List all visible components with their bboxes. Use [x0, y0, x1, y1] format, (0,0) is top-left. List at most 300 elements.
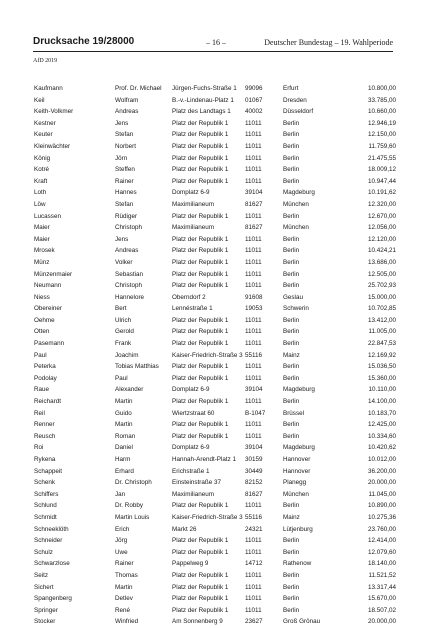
- postal-code-cell: 81627: [245, 490, 263, 498]
- name-cell: Paul: [34, 351, 47, 359]
- table-row: [34, 419, 396, 431]
- name-cell: Pasemann: [34, 340, 65, 348]
- postal-code-cell: 11011: [245, 131, 262, 139]
- name-cell: Schmidt: [34, 513, 57, 521]
- street-cell: Lennéstraße 1: [172, 305, 213, 313]
- postal-code-cell: 01067: [245, 96, 263, 104]
- table-row: [34, 106, 396, 118]
- city-cell: München: [283, 200, 309, 208]
- name-cell: Maier: [34, 224, 50, 232]
- table-row: [34, 164, 396, 176]
- table-row: [34, 396, 396, 408]
- postal-code-cell: 11011: [245, 142, 262, 150]
- name-cell: Keuter: [34, 131, 53, 139]
- street-cell: Jürgen-Fuchs-Straße 1: [172, 85, 237, 92]
- amount-cell: 10.702,85: [367, 305, 396, 313]
- table-row: [34, 547, 396, 559]
- table-row: [34, 431, 396, 443]
- street-cell: Platz der Republik 1: [172, 247, 229, 255]
- name-cell: Kaufmann: [34, 85, 63, 92]
- street-cell: Kaiser-Friedrich-Straße 3: [172, 351, 243, 359]
- city-cell: Berlin: [283, 537, 300, 545]
- page-header: [33, 36, 393, 50]
- table-row: [34, 326, 396, 338]
- street-cell: Pappelweg 9: [172, 560, 209, 568]
- city-cell: Berlin: [283, 258, 300, 266]
- postal-code-cell: 11011: [245, 537, 262, 545]
- postal-code-cell: 11011: [245, 154, 262, 162]
- name-cell: Schlund: [34, 502, 57, 510]
- first-name-cell: Winfried: [115, 618, 139, 626]
- table-row: [34, 512, 396, 524]
- amount-cell: 15.036,50: [367, 363, 396, 371]
- postal-code-cell: 19053: [245, 305, 263, 313]
- street-cell: Domplatz 6-9: [172, 189, 210, 197]
- first-name-cell: Andreas: [115, 247, 139, 255]
- first-name-cell: Harm: [115, 456, 131, 463]
- postal-code-cell: 11011: [245, 119, 262, 127]
- name-cell: Reil: [34, 409, 45, 417]
- street-cell: Platz der Republik 1: [172, 316, 229, 324]
- first-name-cell: Volker: [115, 258, 133, 266]
- postal-code-cell: 11011: [245, 583, 262, 591]
- table-row: [34, 442, 396, 454]
- first-name-cell: Jan: [115, 490, 126, 498]
- street-cell: Platz der Republik 1: [172, 340, 229, 348]
- city-cell: Mainz: [283, 513, 300, 521]
- city-cell: Berlin: [283, 131, 300, 139]
- postal-code-cell: 11011: [245, 548, 262, 556]
- table-row: [34, 384, 396, 396]
- postal-code-cell: 11011: [245, 374, 262, 382]
- city-cell: Berlin: [283, 548, 300, 556]
- name-cell: Niess: [34, 293, 50, 301]
- name-cell: Kotré: [34, 166, 50, 174]
- postal-code-cell: 39104: [245, 444, 263, 452]
- city-cell: Berlin: [283, 119, 300, 127]
- first-name-cell: Prof. Dr. Michael: [115, 85, 162, 92]
- first-name-cell: Guido: [115, 409, 132, 417]
- table-row: [34, 176, 396, 188]
- table-row: [34, 570, 396, 582]
- city-cell: Berlin: [283, 270, 300, 278]
- street-cell: Platz des Landtags 1: [172, 108, 231, 116]
- postal-code-cell: 14712: [245, 560, 263, 568]
- table-row: [34, 524, 396, 536]
- first-name-cell: Erhard: [115, 467, 134, 475]
- street-cell: Platz der Republik 1: [172, 595, 229, 603]
- amount-cell: 10.800,00: [367, 85, 396, 92]
- city-cell: München: [283, 224, 309, 232]
- first-name-cell: Martin: [115, 583, 133, 591]
- street-cell: Oberndorf 2: [172, 293, 206, 301]
- city-cell: Brüssel: [283, 409, 304, 417]
- amount-cell: 10.424,21: [367, 247, 396, 255]
- first-name-cell: Christoph: [115, 224, 142, 232]
- street-cell: B.-v.-Lindenau-Platz 1: [172, 96, 234, 104]
- amount-cell: 13.686,00: [367, 258, 396, 266]
- first-name-cell: Rüdiger: [115, 212, 138, 220]
- city-cell: Planegg: [283, 479, 307, 487]
- city-cell: Geslau: [283, 293, 303, 301]
- first-name-cell: Martin: [115, 398, 133, 406]
- table-row: [34, 350, 396, 362]
- amount-cell: 12.079,60: [367, 548, 396, 556]
- street-cell: Platz der Republik 1: [172, 571, 229, 579]
- postal-code-cell: 91608: [245, 293, 263, 301]
- city-cell: Magdeburg: [283, 386, 315, 394]
- amount-cell: 18.009,12: [367, 166, 396, 174]
- postal-code-cell: 11011: [245, 502, 262, 510]
- first-name-cell: Andreas: [115, 108, 139, 116]
- postal-code-cell: 11011: [245, 595, 262, 603]
- amount-cell: 22.847,53: [367, 340, 396, 348]
- street-cell: Platz der Republik 1: [172, 282, 229, 290]
- amount-cell: 12.425,00: [367, 421, 396, 429]
- table-row: [34, 408, 396, 420]
- city-cell: Erfurt: [283, 85, 299, 92]
- table-row: [34, 257, 396, 269]
- city-cell: Berlin: [283, 421, 300, 429]
- first-name-cell: Norbert: [115, 142, 136, 150]
- name-cell: Münzenmaier: [34, 270, 73, 278]
- amount-cell: 10.334,60: [367, 432, 396, 440]
- table-row: [34, 222, 396, 234]
- city-cell: Düsseldorf: [283, 108, 314, 116]
- amount-cell: 10.110,00: [368, 386, 396, 394]
- name-cell: Renner: [34, 421, 55, 429]
- city-cell: Berlin: [283, 282, 300, 290]
- street-cell: Platz der Republik 1: [172, 421, 229, 429]
- street-cell: Platz der Republik 1: [172, 166, 229, 174]
- street-cell: Platz der Republik 1: [172, 212, 229, 220]
- first-name-cell: Dr. Christoph: [115, 479, 152, 487]
- street-cell: Kaiser-Friedrich-Straße 3: [172, 513, 243, 521]
- first-name-cell: Rainer: [115, 560, 134, 568]
- city-cell: Magdeburg: [283, 444, 315, 452]
- amount-cell: 12.414,00: [367, 537, 396, 545]
- amount-cell: 18.140,00: [367, 560, 396, 568]
- name-cell: Maier: [34, 235, 50, 243]
- table-row: [34, 95, 396, 107]
- name-cell: Stocker: [34, 618, 56, 626]
- city-cell: Berlin: [283, 247, 300, 255]
- amount-cell: 33.785,00: [367, 96, 396, 104]
- postal-code-cell: 11011: [245, 340, 262, 348]
- first-name-cell: Bert: [115, 305, 127, 313]
- table-row: [34, 153, 396, 165]
- street-cell: Platz der Republik 1: [172, 235, 229, 243]
- name-cell: Reusch: [34, 432, 56, 440]
- amount-cell: 15.000,00: [367, 293, 396, 301]
- table-row: [34, 118, 396, 130]
- city-cell: Berlin: [283, 212, 300, 220]
- first-name-cell: Hannes: [115, 189, 137, 197]
- amount-cell: 12.120,00: [367, 235, 396, 243]
- name-cell: Roi: [34, 444, 44, 452]
- name-cell: Spangenberg: [34, 595, 72, 603]
- name-cell: König: [34, 154, 51, 162]
- amount-cell: 13.317,44: [367, 583, 396, 591]
- name-cell: Obereiner: [34, 305, 63, 313]
- first-name-cell: Uwe: [115, 548, 128, 556]
- postal-code-cell: 99096: [245, 85, 263, 92]
- amount-cell: 12.150,00: [367, 131, 396, 139]
- street-cell: Domplatz 6-9: [172, 386, 210, 394]
- first-name-cell: Martin Louis: [115, 513, 150, 521]
- first-name-cell: Tobias Matthias: [115, 363, 159, 371]
- postal-code-cell: 11011: [245, 398, 262, 406]
- document-number: [33, 36, 134, 47]
- table-row: [34, 129, 396, 141]
- postal-code-cell: 11011: [245, 328, 262, 336]
- street-cell: Domplatz 6-9: [172, 444, 210, 452]
- name-cell: Podolay: [34, 374, 57, 382]
- amount-cell: 10.660,00: [367, 108, 396, 116]
- amount-cell: 25.702,93: [367, 282, 396, 290]
- first-name-cell: Steffen: [115, 166, 135, 174]
- street-cell: Platz der Republik 1: [172, 606, 229, 614]
- first-name-cell: Gerold: [115, 328, 134, 336]
- city-cell: Hannover: [283, 456, 311, 463]
- first-name-cell: Daniel: [115, 444, 133, 452]
- city-cell: Berlin: [283, 142, 300, 150]
- first-name-cell: Roman: [115, 432, 136, 440]
- name-cell: Schenk: [34, 479, 56, 487]
- city-cell: Groß Grönau: [283, 618, 321, 626]
- city-cell: Mainz: [283, 351, 300, 359]
- amount-cell: 15.670,00: [367, 595, 396, 603]
- name-cell: Keil: [34, 96, 45, 104]
- amount-cell: 14.100,00: [367, 398, 396, 406]
- first-name-cell: Joachim: [115, 351, 139, 359]
- table-row: [34, 245, 396, 257]
- table-row: [34, 500, 396, 512]
- name-cell: Kraft: [34, 177, 48, 185]
- street-cell: Platz der Republik 1: [172, 154, 229, 162]
- street-cell: Am Sonnenberg 9: [172, 618, 223, 626]
- table-row: [34, 558, 396, 570]
- city-cell: Magdeburg: [283, 189, 315, 197]
- street-cell: Erichstraße 1: [172, 467, 210, 475]
- street-cell: Maximilianeum: [172, 490, 214, 498]
- amount-cell: 21.475,55: [367, 154, 396, 162]
- table-row: [34, 269, 396, 281]
- street-cell: Platz der Republik 1: [172, 177, 229, 185]
- amount-cell: 11.045,00: [368, 490, 396, 498]
- postal-code-cell: 30159: [245, 456, 263, 463]
- postal-code-cell: 82152: [245, 479, 263, 487]
- street-cell: Maximilianeum: [172, 224, 214, 232]
- first-name-cell: Wolfram: [115, 96, 139, 104]
- name-cell: Rykena: [34, 456, 56, 463]
- table-row: [34, 535, 396, 547]
- institution-title: Deutscher Bundestag – 19. Wahlperiode: [264, 38, 393, 47]
- city-cell: Lütjenburg: [283, 525, 313, 533]
- name-cell: Löw: [34, 200, 46, 208]
- city-cell: Berlin: [283, 154, 300, 162]
- first-name-cell: Hannelore: [115, 293, 145, 301]
- table-row: [34, 338, 396, 350]
- table-row: [34, 454, 396, 466]
- first-name-cell: Stefan: [115, 131, 134, 139]
- amount-cell: 36.200,00: [367, 467, 396, 475]
- name-cell: Kestner: [34, 119, 56, 127]
- street-cell: Platz der Republik 1: [172, 131, 229, 139]
- amount-cell: 12.946,19: [367, 119, 396, 127]
- amount-cell: 10.183,70: [367, 409, 396, 417]
- postal-code-cell: 11011: [245, 247, 262, 255]
- first-name-cell: Jörg: [115, 537, 128, 545]
- postal-code-cell: 11011: [245, 363, 262, 371]
- amount-cell: 10.191,62: [367, 189, 396, 197]
- donation-table: [34, 83, 396, 628]
- amount-cell: 12.056,00: [367, 224, 396, 232]
- first-name-cell: Stefan: [115, 200, 134, 208]
- name-cell: Sichert: [34, 583, 54, 591]
- street-cell: Markt 26: [172, 525, 197, 533]
- city-cell: Berlin: [283, 340, 300, 348]
- postal-code-cell: B-1047: [245, 409, 266, 417]
- city-cell: Berlin: [283, 583, 300, 591]
- name-cell: Schappeit: [34, 467, 63, 475]
- city-cell: Rathenow: [283, 560, 312, 568]
- amount-cell: 12.670,00: [367, 212, 396, 220]
- table-row: [34, 361, 396, 373]
- postal-code-cell: 11011: [245, 258, 262, 266]
- postal-code-cell: 81627: [245, 224, 263, 232]
- street-cell: Platz der Republik 1: [172, 398, 229, 406]
- street-cell: Hannah-Arendt-Platz 1: [172, 456, 237, 463]
- name-cell: Reichardt: [34, 398, 61, 406]
- first-name-cell: Sebastian: [115, 270, 144, 278]
- name-cell: Loth: [34, 189, 47, 197]
- street-cell: Platz der Republik 1: [172, 119, 229, 127]
- first-name-cell: Detlev: [115, 595, 133, 603]
- first-name-cell: Jens: [115, 119, 129, 127]
- first-name-cell: René: [115, 606, 131, 614]
- postal-code-cell: 24321: [245, 525, 263, 533]
- name-cell: Seitz: [34, 571, 48, 579]
- name-cell: Peterka: [34, 363, 56, 371]
- postal-code-cell: 11011: [245, 316, 262, 324]
- city-cell: Berlin: [283, 571, 300, 579]
- page-number: – 16 –: [206, 38, 226, 47]
- table-row: [34, 199, 396, 211]
- amount-cell: 20.000,00: [367, 618, 396, 626]
- first-name-cell: Jörn: [115, 154, 128, 162]
- table-row: [34, 373, 396, 385]
- amount-cell: 10.275,36: [367, 513, 396, 521]
- street-cell: Platz der Republik 1: [172, 548, 229, 556]
- city-cell: Dresden: [283, 96, 307, 104]
- postal-code-cell: 11011: [245, 177, 262, 185]
- first-name-cell: Martin: [115, 421, 133, 429]
- city-cell: Berlin: [283, 432, 300, 440]
- first-name-cell: Rainer: [115, 177, 134, 185]
- street-cell: Platz der Republik 1: [172, 502, 229, 510]
- name-cell: Kleinwächter: [34, 142, 71, 150]
- first-name-cell: Erich: [115, 525, 130, 533]
- postal-code-cell: 11011: [245, 432, 262, 440]
- amount-cell: 10.947,44: [367, 177, 396, 185]
- postal-code-cell: 39104: [245, 386, 263, 394]
- postal-code-cell: 11011: [245, 235, 262, 243]
- table-row: [34, 280, 396, 292]
- city-cell: Berlin: [283, 595, 300, 603]
- name-cell: Raue: [34, 386, 50, 394]
- amount-cell: 11.759,60: [368, 142, 396, 150]
- street-cell: Platz der Republik 1: [172, 583, 229, 591]
- amount-cell: 13.412,00: [367, 316, 396, 324]
- amount-cell: 15.360,00: [367, 374, 396, 382]
- city-cell: Berlin: [283, 235, 300, 243]
- postal-code-cell: 11011: [245, 166, 262, 174]
- first-name-cell: Alexander: [115, 386, 144, 394]
- postal-code-cell: 40002: [245, 108, 263, 116]
- amount-cell: 18.507,02: [367, 606, 396, 614]
- city-cell: Berlin: [283, 177, 300, 185]
- street-cell: Platz der Republik 1: [172, 258, 229, 266]
- table-row: [34, 234, 396, 246]
- street-cell: Platz der Republik 1: [172, 270, 229, 278]
- postal-code-cell: 11011: [245, 606, 262, 614]
- postal-code-cell: 55116: [245, 513, 263, 521]
- street-cell: Platz der Republik 1: [172, 432, 229, 440]
- amount-cell: 10.012,00: [367, 456, 396, 463]
- city-cell: Schwerin: [283, 305, 309, 313]
- name-cell: Springer: [34, 606, 58, 614]
- name-cell: Otten: [34, 328, 50, 336]
- name-cell: Mrosek: [34, 247, 55, 255]
- street-cell: Platz der Republik 1: [172, 363, 229, 371]
- street-cell: Platz der Republik 1: [172, 142, 229, 150]
- amount-cell: 12.505,00: [367, 270, 396, 278]
- street-cell: Platz der Republik 1: [172, 328, 229, 336]
- first-name-cell: Paul: [115, 374, 128, 382]
- table-row: [34, 593, 396, 605]
- street-cell: Maximilianeum: [172, 200, 214, 208]
- city-cell: Berlin: [283, 328, 300, 336]
- city-cell: Berlin: [283, 363, 300, 371]
- city-cell: Hannover: [283, 467, 311, 475]
- name-cell: Oehme: [34, 316, 55, 324]
- table-row: [34, 605, 396, 617]
- city-cell: Berlin: [283, 606, 300, 614]
- postal-code-cell: 11011: [245, 270, 262, 278]
- postal-code-cell: 81627: [245, 200, 263, 208]
- first-name-cell: Christoph: [115, 282, 142, 290]
- name-cell: Neumann: [34, 282, 62, 290]
- first-name-cell: Ulrich: [115, 316, 132, 324]
- table-row: [34, 315, 396, 327]
- first-name-cell: Dr. Robby: [115, 502, 143, 510]
- postal-code-cell: 23627: [245, 618, 263, 626]
- amount-cell: 20.000,00: [367, 479, 396, 487]
- city-cell: Berlin: [283, 374, 300, 382]
- name-cell: Schiffers: [34, 490, 59, 498]
- postal-code-cell: 11011: [245, 571, 262, 579]
- amount-cell: 12.169,92: [367, 351, 396, 359]
- table-row: [34, 489, 396, 501]
- name-cell: Keith-Volkmer: [34, 108, 74, 116]
- street-cell: Platz der Republik 1: [172, 537, 229, 545]
- amount-cell: 10.420,62: [367, 444, 396, 452]
- table-row: [34, 83, 396, 95]
- header-rule: [33, 51, 393, 52]
- postal-code-cell: 11011: [245, 421, 262, 429]
- name-cell: Schwarzlose: [34, 560, 70, 568]
